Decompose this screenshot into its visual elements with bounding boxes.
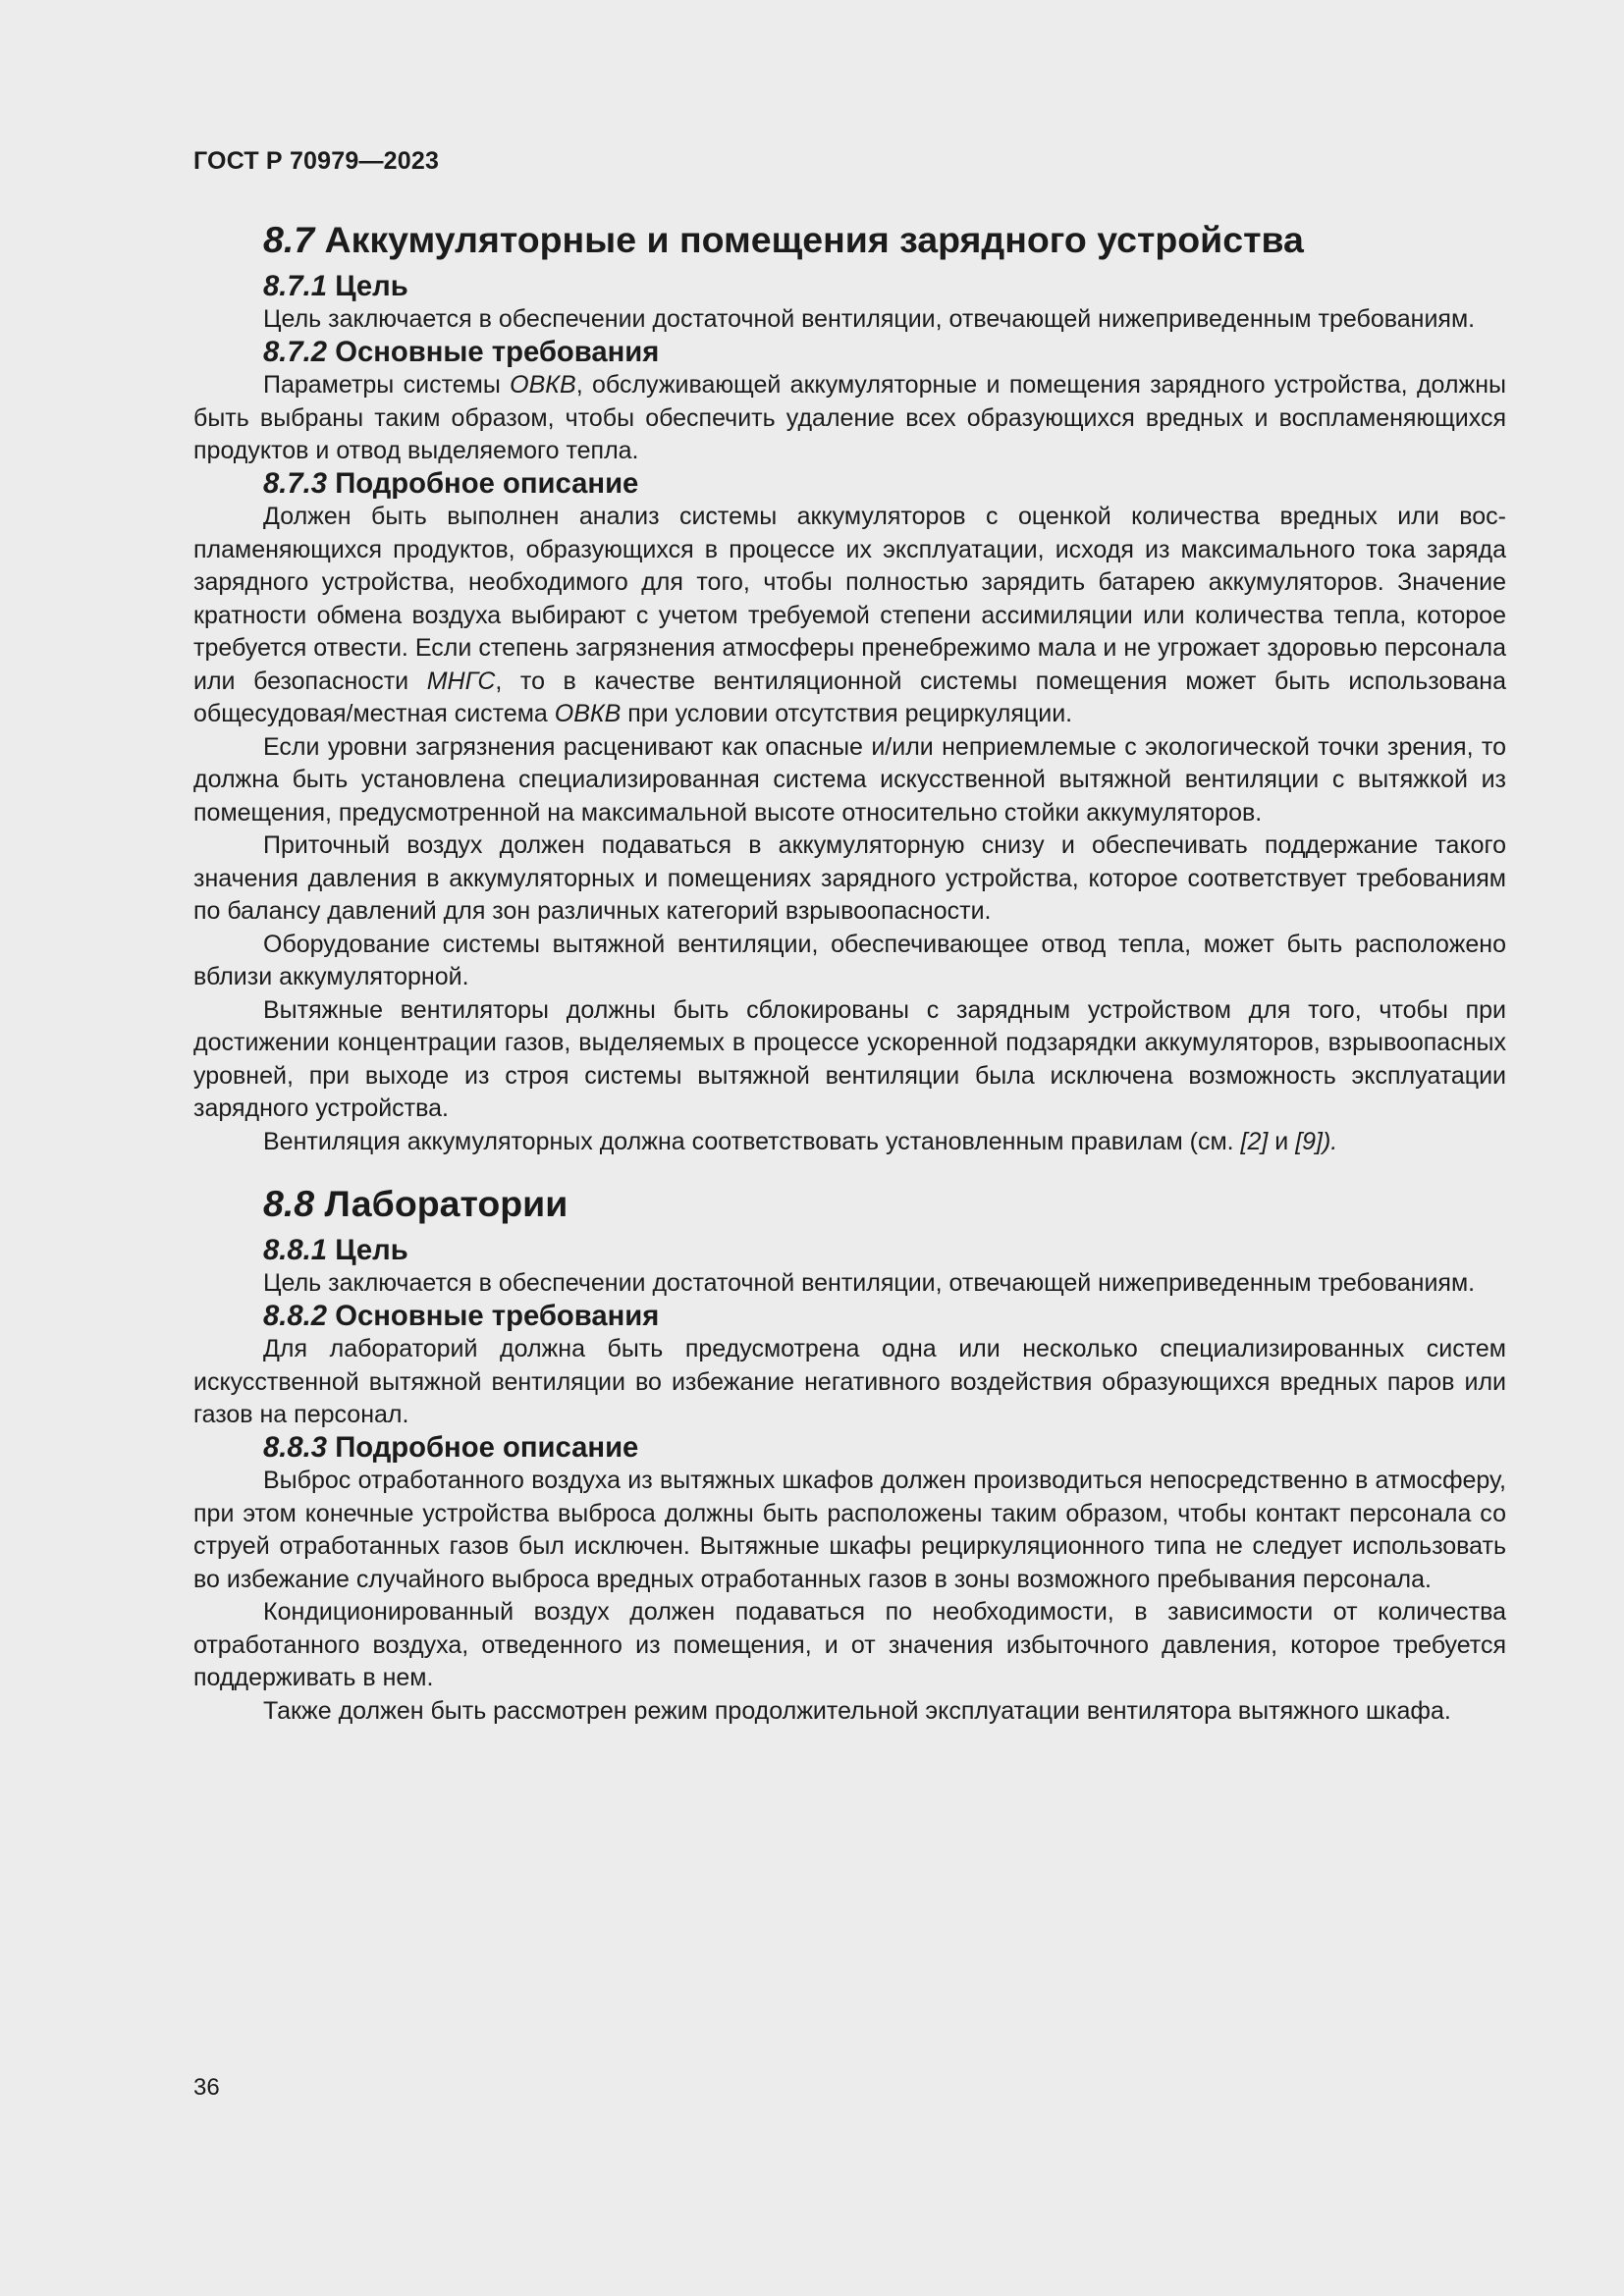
- page-number: 36: [193, 2074, 220, 2101]
- text-run: при условии отсутствия рециркуляции.: [621, 700, 1073, 727]
- subsection-heading-8-8-2: [193, 1301, 1506, 1334]
- subsection-title: Основные требования: [327, 1300, 660, 1332]
- section-number: 8.8: [263, 1183, 315, 1224]
- subsection-heading-8-7-2: [193, 337, 1506, 370]
- text-run: и: [1268, 1127, 1296, 1155]
- paragraph: Приточный воздух должен подаваться в аккумуляторную снизу и обеспечивать поддержание такого значения давления в аккумуляторных и помещениях зарядного устройства, которое соответствует требованиям по балансу давлений для зон различных категорий взрывоопасности.: [193, 831, 1506, 925]
- subsection-number: 8.7.3: [263, 467, 328, 500]
- subsection-title: Подробное описание: [327, 1431, 639, 1464]
- reference-link: [2]: [1240, 1127, 1269, 1155]
- subsection-heading-8-7-3: [193, 468, 1506, 502]
- paragraph: Выброс отработанного воздуха из вытяжных шкафов должен производиться непосредственно в атмосферу, при этом конечные устройства выброса должны быть расположены таким образом, чтобы контакт персонала со струей отработанных газов был исключен. Вытяжные шкафы рециркуляционного типа не следует использовать во избежание случайного выброса вредных отработанных газов в зоны возможного пребывания персонала.: [193, 1467, 1506, 1593]
- standard-code-header: ГОСТ Р 70979—2023: [193, 147, 440, 175]
- subsection-number: 8.7.2: [263, 336, 328, 368]
- paragraph: [193, 501, 1506, 731]
- text-run: Вентиляция аккумуляторных должна соответствовать установленным правилам (см.: [263, 1127, 1241, 1155]
- subsection-heading-8-7-1: [193, 271, 1506, 304]
- text-run: Параметры системы: [263, 371, 511, 399]
- abbreviation-ovkv: ОВКВ: [554, 700, 622, 727]
- abbreviation-ovkv: ОВКВ: [510, 371, 576, 399]
- section-heading-8-7: [193, 219, 1506, 260]
- subsection-number: 8.8.2: [263, 1300, 328, 1332]
- section-title: Аккумуляторные и помещения зарядного устройства: [314, 219, 1304, 260]
- paragraph: Оборудование системы вытяжной вентиляции, обеспечивающее отвод тепла, может быть расположено вблизи аккумуляторной.: [193, 930, 1506, 990]
- paragraph: Для лабораторий должна быть предусмотрена одна или несколько специализированных систем искусственной вытяжной вентиляции во избежание негативного воздействия образующихся вредных паров или газов на персонал.: [193, 1335, 1506, 1428]
- text-run: , то в качестве вентиляционной системы помещения может быть использована общесудовая/местная система: [193, 667, 1506, 727]
- subsection-title: Подробное описание: [327, 467, 639, 500]
- text-run: Должен быть выполнен анализ системы аккумуляторов с оценкой количества вредных или воспламеняющихся продуктов, образующихся в процессе их эксплуатации, исходя из максимального тока заряда зарядного устройства, необходимого для того, чтобы полностью зарядить батарею аккумуляторов. Значение кратности обмена воздуха выбирают с учетом требуемой степени ассимиляции или количества тепла, которое требуется отвести. Если степень загрязнения атмосферы пренебрежимо мала и не угрожает здоровью персонала или безопасности: [193, 503, 1506, 695]
- subsection-title: Основные требования: [327, 336, 660, 368]
- paragraph: Вытяжные вентиляторы должны быть сблокированы с зарядным устройством для того, чтобы при достижении концентрации газов, выделяемых в процессе ускоренной подзарядки аккумуляторов, взрывоопасных уровней, при выходе из строя системы вытяжной вентиляции была исключена возможность эксплуатации зарядного устройства.: [193, 995, 1506, 1122]
- subsection-number: 8.8.3: [263, 1431, 328, 1464]
- text-run: , обслуживающей аккумуляторные и помещения зарядного устройства, должны быть выбраны таким образом, чтобы обеспечить удаление всех образующихся вредных и воспламеняющихся продуктов и отвод выделяемого тепла.: [193, 371, 1506, 464]
- paragraph: Также должен быть рассмотрен режим продолжительной эксплуатации вентилятора вытяжного шкафа.: [263, 1696, 1451, 1725]
- subsection-heading-8-8-3: [193, 1432, 1506, 1466]
- subsection-title: Цель: [327, 270, 408, 302]
- subsection-title: Цель: [327, 1234, 408, 1266]
- paragraph: [193, 369, 1506, 468]
- paragraph: [193, 1126, 1506, 1159]
- section-number: 8.7: [263, 219, 315, 260]
- subsection-number: 8.8.1: [263, 1234, 328, 1266]
- section-heading-8-8: [193, 1183, 1506, 1224]
- abbreviation-mngs: МНГС: [426, 667, 496, 695]
- paragraph: Цель заключается в обеспечении достаточной вентиляции, отвечающей нижеприведенным требованиям.: [263, 1269, 1476, 1297]
- reference-link: [9]).: [1295, 1127, 1338, 1155]
- subsection-heading-8-8-1: [193, 1235, 1506, 1268]
- section-title: Лаборатории: [314, 1183, 568, 1224]
- paragraph: Если уровни загрязнения расценивают как опасные и/или неприемлемые с экологической точки зрения, то должна быть установлена специализированная система искусственной вытяжной вентиляции с вытяжкой из помещения, предусмотренной на максимальной высоте относительно стойки аккумуляторов.: [193, 732, 1506, 827]
- paragraph: Кондиционированный воздух должен подаваться по необходимости, в зависимости от количества отработанного воздуха, отведенного из помещения, и от значения избыточного давления, которое требуется поддерживать в нем.: [193, 1598, 1506, 1691]
- paragraph: Цель заключается в обеспечении достаточной вентиляции, отвечающей нижеприведенным требованиям.: [263, 305, 1476, 333]
- subsection-number: 8.7.1: [263, 270, 328, 302]
- document-body: [193, 219, 1506, 1728]
